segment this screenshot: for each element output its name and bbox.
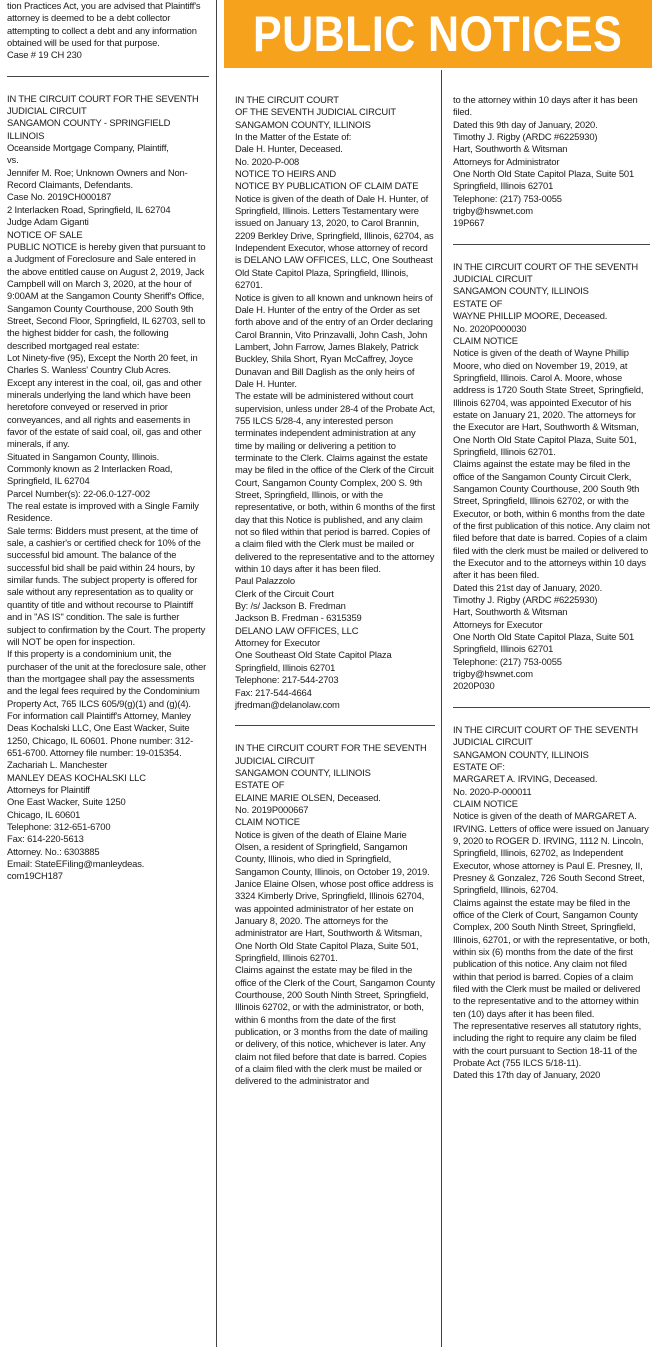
notice-paragraph: PUBLIC NOTICE is hereby given that pursuant to a Judgment of Foreclosure and Sale entered in the above entitled cause on August 2, 2019, Jack Campbell will on March 3, 2020, at the hour of 9:00AM at the Sangamon County Sheriff's Office, Sangamon County Courthouse, 200 South 9th Street, Second Floor, Springfield, IL 62703, sell to the highest bidder for cash, the following described mortgaged real estate:	[7, 240, 206, 351]
notice-paragraph: Judge Adam Giganti	[7, 216, 89, 228]
notice-paragraph: jfredman@delanolaw.com	[235, 698, 340, 710]
notice-paragraph: Clerk of the Circuit Court	[235, 587, 334, 599]
notice-paragraph: The estate will be administered without court supervision, unless under 28-4 of the Probate Act, 755 ILCS 5/28-4, any interested person terminates independent administration at any time by mailing or delivering a petition to terminate to the Clerk. Claims against the estate may be filed in the office of the Clerk of the Circuit Court, Sangamon County Complex, 200 S. 9th Street, Springfield, Illinois, or with the representative, or both, within 6 months of the first day that this Notice is published, and any claim not so filed within that period is barred. Copies of a claim filed with the Clerk must be mailed or delivered to the representative and to the attorney within 10 days after it has been filed.	[235, 390, 435, 575]
notice-paragraph: trigby@hswnet.com	[453, 668, 533, 680]
column-3	[453, 94, 650, 1082]
notice-paragraph: OF THE SEVENTH JUDICIAL CIRCUIT	[235, 106, 396, 118]
notice-paragraph: The representative reserves all statutory rights, including the right to require any claim be filed with the court pursuant to Section 18-11 of the Probate Act (755 ILCS 5/18-11).	[453, 1020, 642, 1069]
notice-paragraph: Zachariah L. Manchester	[7, 759, 108, 771]
notice-paragraph: IN THE CIRCUIT COURT OF THE SEVENTH JUDICIAL CIRCUIT	[453, 260, 639, 285]
legal-notice	[453, 724, 650, 1082]
notice-paragraph: Hart, Southworth & Witsman	[453, 606, 568, 618]
notice-paragraph: 2 Interlacken Road, Springfield, IL 62704	[7, 203, 171, 215]
column-2	[235, 94, 435, 1088]
notice-paragraph: Claims against the estate may be filed in the office of the Clerk of Court, Sangamon County Complex, 200 South Ninth Street, Springfield, Illinois, 62701, or with the representative, or both, within six (6) months from the date of the first publication of this notice. Any claim not filed within that period is barred. Copies of a claim filed with the Clerk must be mailed or delivered to the representative and to the attorney within ten (10) days after it has been filed.	[453, 896, 650, 1019]
notice-paragraph: 19P667	[453, 217, 485, 229]
notice-paragraph: No. 2020-P-008	[235, 155, 300, 167]
notice-paragraph: The real estate is improved with a Single Family Residence.	[7, 500, 199, 524]
notice-paragraph: trigby@hswnet.com	[453, 205, 533, 217]
notice-paragraph: Dated this 21st day of January, 2020.	[453, 581, 603, 593]
notice-paragraph: Parcel Number(s): 22-06.0-127-002	[7, 487, 151, 499]
notice-paragraph: Claims against the estate may be filed in the office of the Clerk of the Court, Sangamon County Courthouse, 200 South Ninth Street, Springfield, Illinois 62702, or with the administrator, or both, within 6 months from the date of the first publication, or 3 months from the date of mailing or delivery, of this notice, whichever is later. Any claim not filed before that date is barred. Copies of a claim filed with the clerk must be mailed or delivered to the administrator and	[235, 964, 435, 1087]
notice-paragraph: SANGAMON COUNTY, ILLINOIS	[453, 285, 589, 297]
notice-paragraph: Timothy J. Rigby (ARDC #6225930)	[453, 131, 598, 143]
notice-paragraph: MARGARET A. IRVING, Deceased.	[453, 773, 598, 785]
banner-title: PUBLIC NOTICES	[253, 6, 623, 62]
notice-paragraph: Attorneys for Administrator	[453, 155, 560, 167]
notice-paragraph: SANGAMON COUNTY, ILLINOIS	[235, 766, 371, 778]
notice-paragraph: Hart, Southworth & Witsman	[453, 143, 568, 155]
notice-paragraph: Attorney. No.: 6303885	[7, 845, 100, 857]
notice-paragraph: Case No. 2019CH000187	[7, 191, 112, 203]
notice-paragraph: Telephone: 312-651-6700	[7, 821, 111, 832]
notice-paragraph: 2020P030	[453, 680, 495, 692]
column-1	[7, 0, 209, 883]
notice-paragraph: ESTATE OF	[453, 297, 503, 309]
notice-paragraph: to the attorney within 10 days after it has been filed.	[453, 94, 638, 118]
legal-notice	[453, 94, 650, 230]
column-divider-right	[441, 70, 442, 1347]
notice-paragraph: Oceanside Mortgage Company, Plaintiff,	[7, 142, 169, 154]
notice-paragraph: IN THE CIRCUIT COURT FOR THE SEVENTH JUDICIAL CIRCUIT	[235, 742, 427, 766]
legal-notice	[453, 261, 650, 693]
notice-paragraph: Notice is given of the death of Dale H. Hunter, of Springfield, Illinois. Letters Testamentary were issued on January 13, 2020, to Carol Brannin, 2209 Berkley Drive, Springfield, Illinois, 62704, as Independent Executor, whose attorney of record is DELANO LAW OFFICES, LLC, One Southeast Old State Capitol Plaza, Springfield, Illinois, 62701.	[235, 192, 434, 291]
notice-paragraph: Dale H. Hunter, Deceased.	[235, 143, 343, 155]
notice-separator	[235, 725, 435, 726]
notice-paragraph: IN THE CIRCUIT COURT	[235, 94, 339, 105]
notice-paragraph: Situated in Sangamon County, Illinois.	[7, 450, 160, 462]
notice-paragraph: In the Matter of the Estate of:	[235, 131, 352, 143]
notice-paragraph: By: /s/ Jackson B. Fredman	[235, 600, 346, 612]
notice-paragraph: CLAIM NOTICE	[453, 797, 518, 809]
notice-paragraph: Springfield, Illinois 62701	[453, 180, 554, 192]
notice-paragraph: Notice is given of the death of Wayne Phillip Moore, who died on November 19, 2019, at Springfield, Illinois. Carol A. Moore, whose address is 1720 South State Street, Springfield, Illinois 62704, was appointed Executor of his estate on January 21, 2020. The attorneys for the Executor are Hart, Southworth & Witsman, One North Old State Capitol Plaza, Suite 501, Springfield, Illinois 62701.	[453, 347, 644, 457]
notice-paragraph: SANGAMON COUNTY - SPRINGFIELD ILLINOIS	[7, 117, 171, 141]
public-notices-banner	[224, 0, 652, 68]
notice-paragraph: No. 2020P000030	[453, 322, 527, 334]
notice-paragraph: Springfield, Illinois 62701	[453, 643, 554, 655]
notice-paragraph: NOTICE OF SALE	[7, 228, 83, 240]
notice-paragraph: ESTATE OF	[235, 779, 285, 791]
notice-paragraph: Paul Palazzolo	[235, 575, 295, 587]
notice-paragraph: IN THE CIRCUIT COURT FOR THE SEVENTH JUDICIAL CIRCUIT	[7, 92, 199, 117]
notice-paragraph: Notice is given to all known and unknown heirs of Dale H. Hunter of the entry of the Order as set forth above and of the entry of an Order declaring Carol Brannin, Vito Prinzavalli, John Cash, John Lambert, John Farrow, James Blakely, Patrick Buckley, Shila Short, Ryan McCaffrey, Joyce Dunavan and Bill Daglish as the only heirs of Dale H. Hunter.	[235, 291, 433, 389]
notice-paragraph: tion Practices Act, you are advised that Plaintiff's attorney is deemed to be a debt collector attempting to collect a debt and any information obtained will be used for that purpose.	[7, 0, 201, 49]
notice-paragraph: DELANO LAW OFFICES, LLC	[235, 624, 359, 636]
notice-separator	[453, 244, 650, 245]
notice-paragraph: Jackson B. Fredman - 6315359	[235, 612, 362, 624]
notice-paragraph: Case # 19 CH 230	[7, 49, 82, 61]
notice-paragraph: MANLEY DEAS KOCHALSKI LLC	[7, 771, 146, 783]
notice-paragraph: Timothy J. Rigby (ARDC #6225930)	[453, 594, 598, 606]
notice-paragraph: Attorneys for Executor	[453, 618, 543, 630]
notice-paragraph: Email: StateEFiling@manleydeas.	[7, 858, 145, 870]
notice-paragraph: Telephone: (217) 753-0055	[453, 655, 562, 667]
notice-paragraph: Lot Ninety-five (95), Except the North 20 feet, in Charles S. Wanless' Country Club Acres.	[7, 351, 198, 376]
notice-paragraph: Telephone: 217-544-2703	[235, 674, 339, 686]
notice-paragraph: NOTICE TO HEIRS AND	[235, 168, 336, 180]
notice-paragraph: Sale terms: Bidders must present, at the time of sale, a cashier's or certified check for 10% of the successful bid amount. The balance of the successful bid shall be paid within 24 hours, by similar funds. The subject property is offered for sale without any representation as to quality or quantity of title and without recourse to Plaintiff and in "AS IS" condition. The sale is further subject to confirmation by the Court. The property will NOT be open for inspection.	[7, 524, 206, 647]
legal-notice	[7, 93, 209, 883]
notice-paragraph: Springfield, Illinois 62701	[235, 661, 336, 673]
notice-paragraph: Notice is given of the death of Elaine Marie Olsen, a resident of Springfield, Sangamon County, Illinois, who died in Springfield, Sangamon County, Illinois, on October 19, 2019. Janice Elaine Olsen, whose post office address is 3324 Kimberly Drive, Springfield, Illinois 62704, was appointed administrator of her estate on January 8, 2020. The attorneys for the administrator are Hart, Southworth & Witsman, One North Old State Capitol Plaza, Suite 501, Springfield, Illinois 62701.	[235, 828, 434, 964]
notice-paragraph: One Southeast Old State Capitol Plaza	[235, 649, 392, 661]
notice-paragraph: Fax: 217-544-4664	[235, 686, 312, 698]
notice-paragraph: IN THE CIRCUIT COURT OF THE SEVENTH JUDICIAL CIRCUIT	[453, 723, 639, 748]
notice-paragraph: No. 2019P000667	[235, 803, 309, 815]
notice-paragraph: One North Old State Capitol Plaza, Suite 501	[453, 631, 635, 643]
notice-paragraph: Attorney for Executor	[235, 637, 320, 649]
notice-paragraph: Claims against the estate may be filed in the office of the Sangamon County Circuit Clerk, Sangamon County Courthouse, 200 South 9th Street, Springfield, Illinois 62702, or with the Executor, or both, within 6 months from the date of the first publication of this notice. Any claim not filed before that date is barred. Copies of a claim filed with the clerk must be mailed or delivered to the Executor and to the attorneys within 10 days after it has been filed.	[453, 458, 650, 581]
notice-paragraph: Dated this 9th day of January, 2020.	[453, 118, 598, 130]
notice-paragraph: Dated this 17th day of January, 2020	[453, 1069, 601, 1081]
notice-paragraph: Commonly known as 2 Interlacken Road, Springfield, IL 62704	[7, 463, 173, 487]
notice-paragraph: CLAIM NOTICE	[453, 334, 518, 346]
notice-paragraph: No. 2020-P-000011	[453, 785, 532, 797]
notice-paragraph: WAYNE PHILLIP MOORE, Deceased.	[453, 310, 608, 322]
legal-notice	[235, 94, 435, 711]
notice-paragraph: Attorneys for Plaintiff	[7, 783, 90, 795]
notice-paragraph: ESTATE OF:	[453, 760, 505, 772]
notice-paragraph: SANGAMON COUNTY, ILLINOIS	[453, 748, 589, 760]
legal-notice	[235, 742, 435, 1088]
notice-paragraph: Fax: 614-220-5613	[7, 833, 84, 845]
notice-paragraph: ELAINE MARIE OLSEN, Deceased.	[235, 791, 381, 803]
notice-paragraph: One North Old State Capitol Plaza, Suite 501	[453, 168, 635, 180]
notice-paragraph: Except any interest in the coal, oil, gas and other minerals underlying the land which have been heretofore conveyed or reserved in prior conveyances, and all rights and easements in favor of the estate of said coal, oil, gas and other minerals, if any.	[7, 376, 202, 450]
notice-paragraph: Jennifer M. Roe; Unknown Owners and Non-Record Claimants, Defendants.	[7, 166, 188, 191]
notice-paragraph: One East Wacker, Suite 1250	[7, 796, 126, 808]
notice-paragraph: com19CH187	[7, 870, 63, 882]
notice-paragraph: Chicago, IL 60601	[7, 808, 81, 820]
notice-paragraph: For information call Plaintiff's Attorney, Manley Deas Kochalski LLC, One East Wacker, Suite 1250, Chicago, IL 60601. Phone number: 312-651-6700. Attorney file number: 19-015354.	[7, 709, 194, 758]
notice-separator	[453, 707, 650, 708]
notice-paragraph: Notice is given of the death of MARGARET A. IRVING. Letters of office were issued on January 9, 2020 to ROGER D. IRVING, 1112 N. Lincoln, Springfield, Illinois, 62702, as Independent Executor, whose attorney is Paul E. Presney, II, Presney & Gonzalez, 726 South Second Street, Springfield, Illinois, 62704.	[453, 810, 649, 896]
notice-paragraph: If this property is a condominium unit, the purchaser of the unit at the foreclosure sale, other than the mortgagee shall pay the assessments and the legal fees required by the Condominium Property Act, 765 ILCS 605/9(g)(1) and (g)(4).	[7, 648, 207, 709]
column-divider-left	[216, 0, 217, 1347]
legal-notice	[7, 0, 209, 62]
notice-paragraph: Telephone: (217) 753-0055	[453, 192, 562, 204]
notice-paragraph: NOTICE BY PUBLICATION OF CLAIM DATE	[235, 180, 419, 192]
notice-paragraph: CLAIM NOTICE	[235, 816, 300, 828]
notice-paragraph: vs.	[7, 154, 19, 166]
notice-separator	[7, 76, 209, 77]
notice-paragraph: SANGAMON COUNTY, ILLINOIS	[235, 118, 371, 130]
